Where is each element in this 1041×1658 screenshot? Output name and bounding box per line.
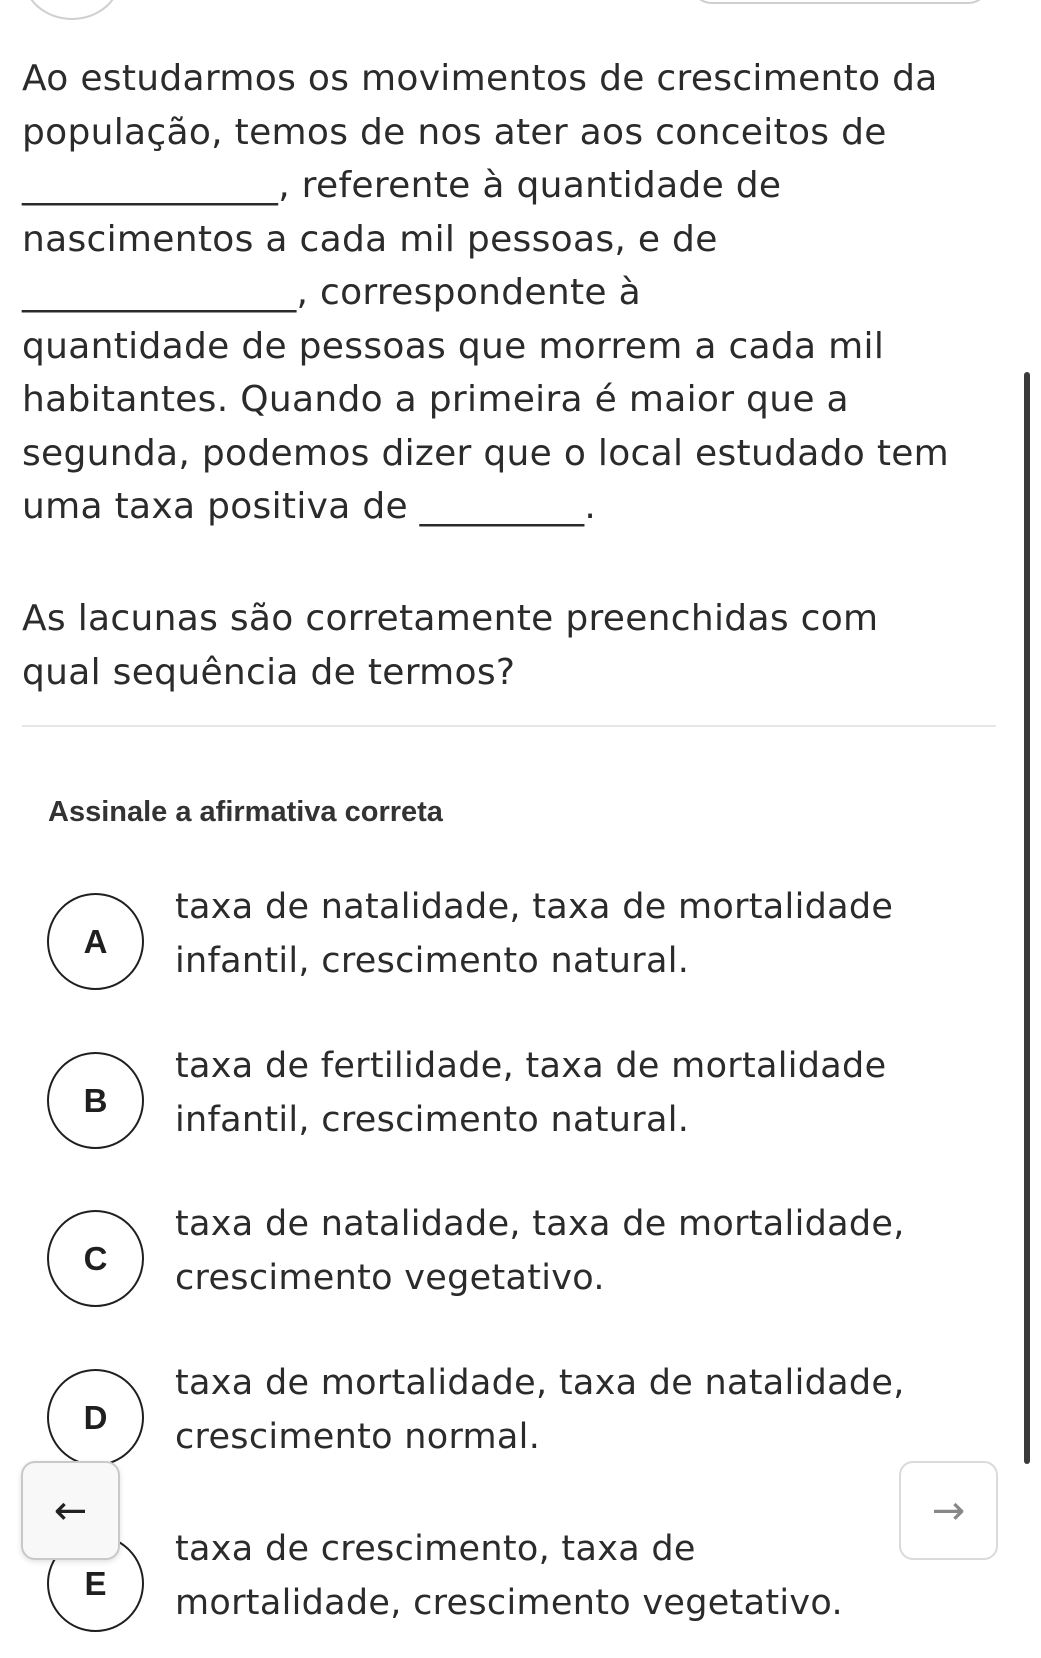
- option-text-line: infantil, crescimento natural.: [175, 1099, 690, 1140]
- option-text-line: mortalidade, crescimento vegetativo.: [175, 1582, 843, 1623]
- option-text-line: crescimento vegetativo.: [175, 1257, 605, 1298]
- previous-button[interactable]: [21, 1461, 120, 1560]
- option-text-line: taxa de fertilidade, taxa de mortalidade: [175, 1046, 887, 1086]
- option-b[interactable]: [47, 1046, 997, 1162]
- option-letter-circle[interactable]: E: [47, 1535, 144, 1632]
- option-letter-circle[interactable]: A: [47, 893, 144, 990]
- question-line: quantidade de pessoas que morrem a cada mil: [22, 325, 885, 367]
- option-text-line: infantil, crescimento natural.: [175, 940, 690, 981]
- option-text-line: taxa de mortalidade, taxa de natalidade,: [175, 1363, 905, 1403]
- option-text-line: taxa de natalidade, taxa de mortalidade: [175, 887, 894, 927]
- top-partial-circle: [22, 0, 122, 20]
- divider: [22, 725, 996, 727]
- arrow-left-icon: ←: [53, 1487, 88, 1534]
- option-c[interactable]: [47, 1204, 997, 1320]
- instruction-label: Assinale a afirmativa correta: [48, 796, 443, 828]
- option-text-line: crescimento normal.: [175, 1416, 541, 1457]
- top-partial-pill: [690, 0, 990, 4]
- question-line: uma taxa positiva de _________.: [22, 486, 597, 527]
- option-a[interactable]: [47, 887, 997, 1003]
- question-text: [22, 52, 1002, 534]
- next-button[interactable]: [899, 1461, 998, 1560]
- arrow-right-icon: →: [931, 1487, 966, 1534]
- option-text[interactable]: [175, 1523, 843, 1630]
- option-text[interactable]: [175, 1040, 886, 1147]
- question-line: habitantes. Quando a primeira é maior que a: [22, 379, 849, 420]
- option-letter-circle[interactable]: C: [47, 1210, 144, 1307]
- question-line: ______________, referente à quantidade de: [22, 165, 782, 206]
- prompt-line: As lacunas são corretamente preenchidas com: [22, 598, 879, 639]
- option-letter-circle[interactable]: B: [47, 1052, 144, 1149]
- question-line: nascimentos a cada mil pessoas, e de: [22, 218, 718, 260]
- option-text[interactable]: [175, 1357, 905, 1464]
- scrollbar[interactable]: [1024, 372, 1030, 1464]
- option-e[interactable]: [47, 1529, 997, 1645]
- question-line: população, temos de nos ater aos conceitos de: [22, 111, 887, 153]
- question-line: _______________, correspondente à: [22, 272, 641, 313]
- option-text[interactable]: [175, 881, 893, 988]
- option-d[interactable]: [47, 1363, 997, 1479]
- question-prompt: [22, 592, 1002, 699]
- option-letter-circle[interactable]: D: [47, 1369, 144, 1466]
- question-line: segunda, podemos dizer que o local estudado tem: [22, 432, 950, 474]
- option-text[interactable]: [175, 1198, 905, 1305]
- question-line: Ao estudarmos os movimentos de crescimento da: [22, 58, 938, 99]
- option-text-line: taxa de crescimento, taxa de: [175, 1529, 696, 1569]
- option-text-line: taxa de natalidade, taxa de mortalidade,: [175, 1204, 905, 1244]
- prompt-line: qual sequência de termos?: [22, 651, 516, 693]
